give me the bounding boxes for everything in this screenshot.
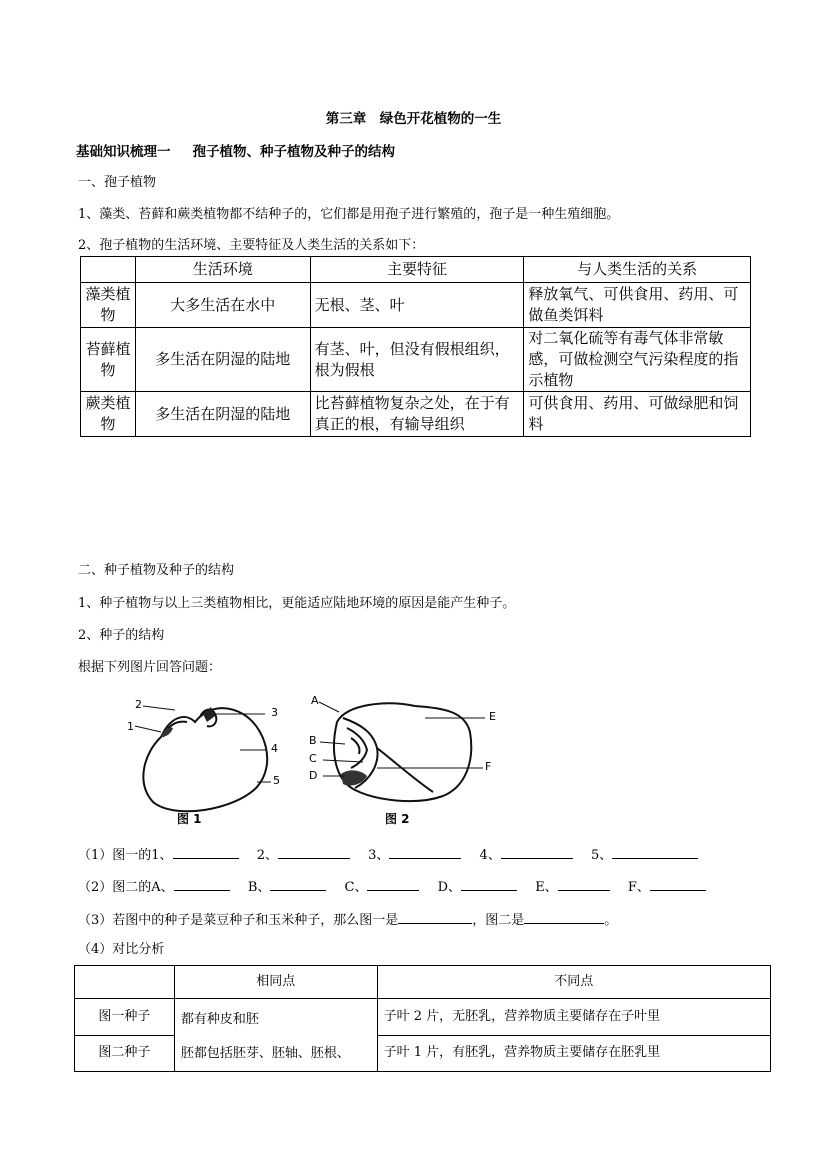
fig2-caption: 图 2 bbox=[385, 812, 410, 826]
answer-blank[interactable] bbox=[389, 846, 461, 859]
q2-item-label: F、 bbox=[627, 880, 650, 895]
q1-item-label: 2、 bbox=[256, 848, 278, 863]
table-header-cell bbox=[81, 257, 136, 283]
fig1-label-1: 1 bbox=[127, 720, 134, 733]
question-1 bbox=[78, 846, 698, 864]
seed-figures bbox=[115, 692, 515, 828]
comparison-table bbox=[74, 965, 771, 1072]
part1-heading: 一、孢子植物 bbox=[78, 175, 157, 190]
answer-blank[interactable] bbox=[461, 878, 517, 891]
table-row bbox=[81, 392, 751, 437]
spore-plants-table bbox=[80, 256, 751, 437]
table-header-row bbox=[81, 257, 751, 283]
table-header-cell: 主要特征 bbox=[310, 257, 524, 283]
difference-cell: 子叶 1 片，有胚乳，营养物质主要储存在胚乳里 bbox=[377, 1035, 770, 1072]
relation-cell: 释放氧气、可供食用、药用、可做鱼类饵料 bbox=[524, 283, 751, 328]
answer-blank[interactable] bbox=[612, 846, 698, 859]
q2-item-label: D、 bbox=[437, 880, 462, 895]
answer-blank[interactable] bbox=[501, 846, 573, 859]
table-header-cell bbox=[75, 966, 175, 999]
env-cell: 多生活在阴湿的陆地 bbox=[135, 328, 310, 392]
part2-heading: 二、种子植物及种子的结构 bbox=[78, 563, 235, 578]
table-header-cell: 不同点 bbox=[377, 966, 770, 999]
q3-text-a: （3）若图中的种子是菜豆种子和玉米种子，那么图一是 bbox=[78, 913, 399, 928]
answer-blank[interactable] bbox=[174, 878, 230, 891]
q2-item-label: C、 bbox=[344, 880, 368, 895]
relation-cell: 对二氧化硫等有毒气体非常敏感，可做检测空气污染程度的指示植物 bbox=[524, 328, 751, 392]
part2-para2: 2、种子的结构 bbox=[78, 628, 165, 643]
fig2-label-f: F bbox=[485, 760, 492, 773]
part1-para2: 2、孢子植物的生活环境、主要特征及人类生活的关系如下： bbox=[78, 238, 425, 253]
env-cell: 大多生活在水中 bbox=[135, 283, 310, 328]
question-4: （4）对比分析 bbox=[78, 942, 165, 957]
fig2-label-b: B bbox=[309, 734, 317, 747]
answer-blank[interactable] bbox=[278, 846, 350, 859]
q2-prefix: （2）图二的 bbox=[78, 880, 152, 895]
common-point-2: 胚都包括胚芽、胚轴、胚根、 bbox=[180, 1046, 350, 1061]
plant-name-cell: 苔藓植物 bbox=[81, 328, 136, 392]
fig1-label-5: 5 bbox=[273, 774, 280, 787]
fig2-label-d: D bbox=[309, 769, 318, 782]
page-title: 第三章 绿色开花植物的一生 bbox=[325, 111, 502, 127]
fig2-label-a: A bbox=[311, 694, 319, 707]
table-header-row bbox=[75, 966, 771, 999]
common-point-1: 都有种皮和胚 bbox=[180, 1012, 259, 1027]
fig2-label-c: C bbox=[309, 752, 317, 765]
question-2 bbox=[78, 878, 706, 896]
q2-item-label: A、 bbox=[151, 880, 174, 895]
table-row bbox=[81, 328, 751, 392]
env-cell: 多生活在阴湿的陆地 bbox=[135, 392, 310, 437]
q3-text-c: 。 bbox=[604, 913, 618, 928]
section-label: 基础知识梳理一 bbox=[76, 144, 171, 160]
q2-item-label: B、 bbox=[247, 880, 271, 895]
fig2-label-e: E bbox=[489, 710, 496, 723]
q3-text-b: ，图二是 bbox=[472, 913, 525, 928]
difference-cell: 子叶 2 片，无胚乳，营养物质主要储存在子叶里 bbox=[377, 999, 770, 1036]
seed-name-cell: 图一种子 bbox=[75, 999, 175, 1036]
table-header-cell: 生活环境 bbox=[135, 257, 310, 283]
q1-item-label: 1、 bbox=[151, 848, 173, 863]
part2-para1: 1、种子植物与以上三类植物相比，更能适应陆地环境的原因是能产生种子。 bbox=[78, 596, 516, 611]
section-heading bbox=[76, 140, 395, 160]
q1-item-label: 3、 bbox=[368, 848, 390, 863]
table-row bbox=[75, 999, 771, 1036]
common-points-cell bbox=[174, 999, 377, 1072]
feature-cell: 有茎、叶，但没有假根组织，根为假根 bbox=[310, 328, 524, 392]
table-header-cell: 与人类生活的关系 bbox=[524, 257, 751, 283]
fig1-caption: 图 1 bbox=[177, 812, 202, 826]
plant-name-cell: 蕨类植物 bbox=[81, 392, 136, 437]
section-title: 孢子植物、种子植物及种子的结构 bbox=[192, 144, 395, 160]
plant-name-cell: 藻类植物 bbox=[81, 283, 136, 328]
question-3 bbox=[78, 911, 617, 929]
fig1-label-4: 4 bbox=[271, 742, 278, 755]
q1-prefix: （1）图一的 bbox=[78, 848, 152, 863]
answer-blank[interactable] bbox=[650, 878, 706, 891]
answer-blank[interactable] bbox=[173, 846, 239, 859]
q2-item-label: E、 bbox=[535, 880, 558, 895]
fig1-label-3: 3 bbox=[271, 706, 278, 719]
answer-blank[interactable] bbox=[558, 878, 610, 891]
relation-cell: 可供食用、药用、可做绿肥和饲料 bbox=[524, 392, 751, 437]
answer-blank[interactable] bbox=[270, 878, 326, 891]
part2-para3: 根据下列图片回答问题： bbox=[78, 660, 222, 675]
fig1-label-2: 2 bbox=[135, 698, 142, 711]
seed-name-cell: 图二种子 bbox=[75, 1035, 175, 1072]
answer-blank[interactable] bbox=[398, 911, 472, 924]
answer-blank[interactable] bbox=[524, 911, 604, 924]
table-header-cell: 相同点 bbox=[174, 966, 377, 999]
feature-cell: 比苔藓植物复杂之处，在于有真正的根，有输导组织 bbox=[310, 392, 524, 437]
table-row bbox=[81, 283, 751, 328]
q1-item-label: 4、 bbox=[479, 848, 501, 863]
answer-blank[interactable] bbox=[367, 878, 419, 891]
q1-item-label: 5、 bbox=[590, 848, 613, 863]
part1-para1: 1、藻类、苔藓和蕨类植物都不结种子的，它们都是用孢子进行繁殖的，孢子是一种生殖细胞。 bbox=[78, 207, 620, 222]
feature-cell: 无根、茎、叶 bbox=[310, 283, 524, 328]
